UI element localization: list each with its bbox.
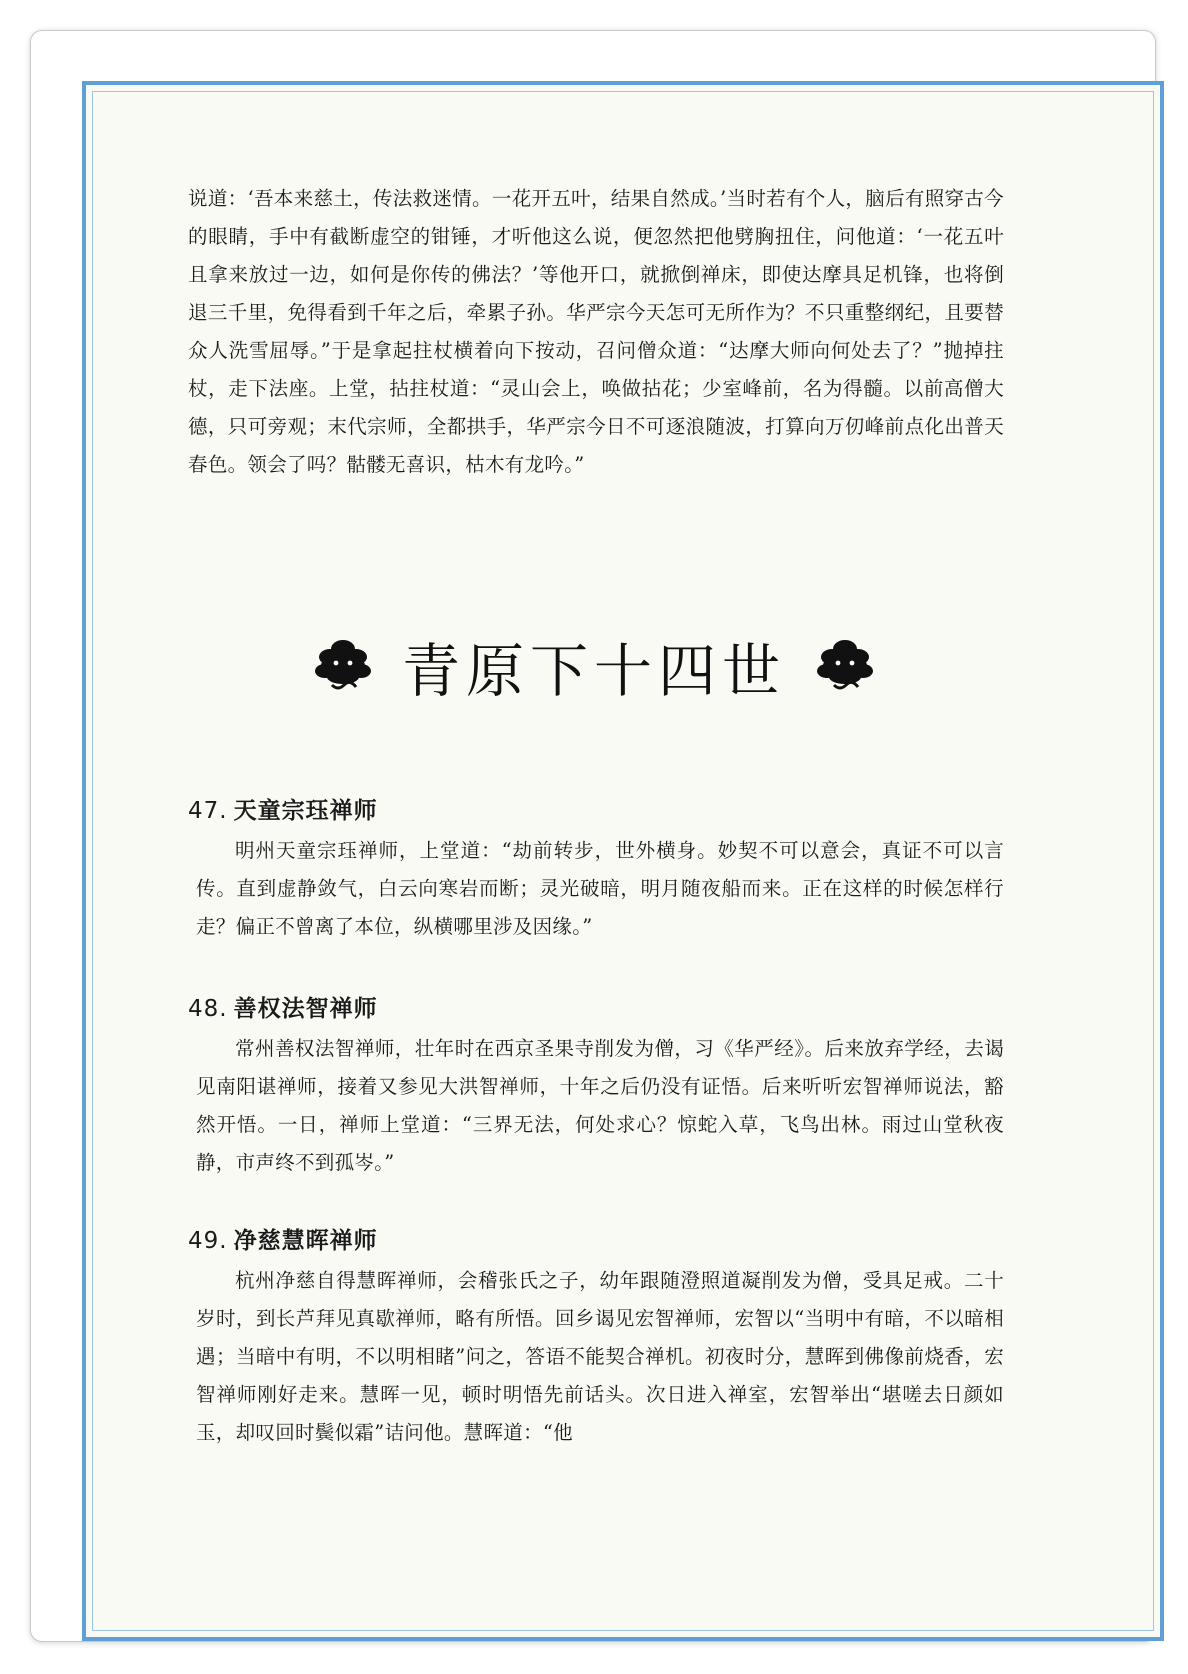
entry-number: 48. — [188, 996, 228, 1022]
entry-title: 天童宗珏禅师 — [233, 797, 378, 824]
entry-number: 47. — [188, 798, 228, 824]
section-divider — [0, 624, 1188, 708]
cloud-ornament-icon — [812, 635, 878, 697]
cloud-ornament-icon — [310, 635, 376, 697]
intro-paragraph: 说道：‘吾本来慈土，传法救迷情。一花开五叶，结果自然成。’当时若有个人，脑后有照穿古今的眼睛，手中有截断虚空的钳锤，才听他这么说，便忽然把他劈胸扭住，问他道：‘一花五叶且拿来放过一边，如何是你传的佛法？’等他开口，就掀倒禅床，即使达摩具足机锋，也将倒退三千里，免得看到千年之后，牵累子孙。华严宗今天怎可无所作为？不只重整纲纪，且要替众人洗雪屈辱。”于是拿起拄杖横着向下按动，召问僧众道：“达摩大师向何处去了？”抛掉拄杖，走下法座。上堂，拈拄杖道：“灵山会上，唤做拈花；少室峰前，名为得髓。以前高僧大德，只可旁观；末代宗师，全都拱手，华严宗今日不可逐浪随波，打算向万仞峰前点化出普天春色。领会了吗？骷髅无喜识，枯木有龙吟。” — [188, 187, 1004, 476]
entry-heading — [188, 1222, 378, 1255]
entry-title: 善权法智禅师 — [233, 995, 378, 1022]
entry-number: 49. — [188, 1228, 228, 1254]
entry-paragraph: 常州善权法智禅师，壮年时在西京圣果寺削发为僧，习《华严经》。后来放弃学经，去谒见南阳谌禅师，接着又参见大洪智禅师，十年之后仍没有证悟。后来听听宏智禅师说法，豁然开悟。一日，禅师上堂道：“三界无法，何处求心？惊蛇入草，飞鸟出林。雨过山堂秋夜静，市声终不到孤岑。” — [196, 1037, 1004, 1174]
entry-paragraph: 杭州净慈自得慧晖禅师，会稽张氏之子，幼年跟随澄照道凝削发为僧，受具足戒。二十岁时，到长芦拜见真歇禅师，略有所悟。回乡谒见宏智禅师，宏智以“当明中有暗，不以暗相遇；当暗中有明，不以明相睹”问之，答语不能契合禅机。初夜时分，慧晖到佛像前烧香，宏智禅师刚好走来。慧晖一见，顿时明悟先前话头。次日进入禅室，宏智举出“堪嗟去日颜如玉，却叹回时鬓似霜”诘问他。慧晖道：“他 — [196, 1269, 1004, 1444]
entry-title: 净慈慧晖禅师 — [233, 1227, 378, 1254]
entry-paragraph: 明州天童宗珏禅师，上堂道：“劫前转步，世外横身。妙契不可以意会，真证不可以言传。直到虚静敛气，白云向寒岩而断；灵光破暗，明月随夜船而来。正在这样的时候怎样行走？偏正不曾离了本位，纵横哪里涉及因缘。” — [196, 839, 1004, 938]
entry-heading — [188, 990, 378, 1023]
section-title: 青原下十四世 — [401, 637, 786, 705]
entry-heading — [188, 792, 378, 825]
